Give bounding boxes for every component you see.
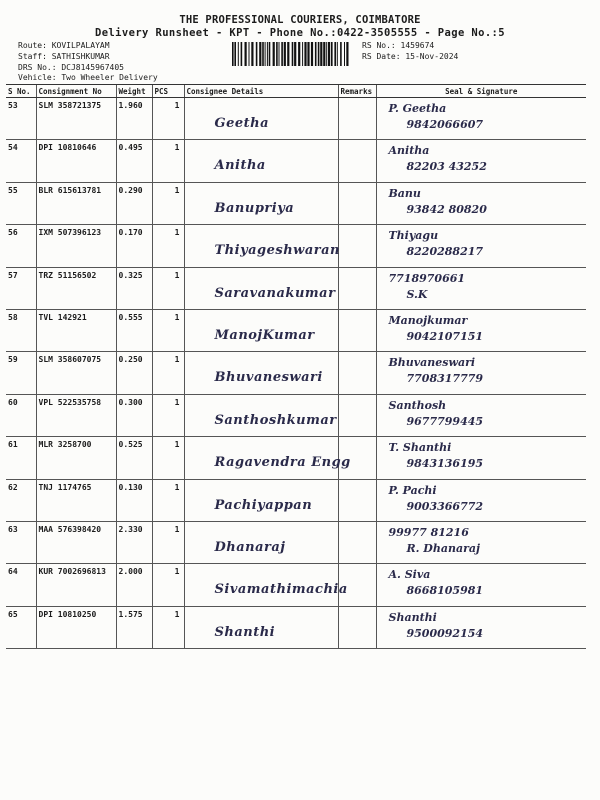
table-row [6,309,586,351]
consignment-number: SLM 358721375 [36,98,116,140]
barcode-bar [232,42,234,66]
barcode-bar [344,42,345,66]
pcs-value: 1 [152,479,184,521]
table-row [6,564,586,606]
barcode-bar [279,42,280,66]
barcode-bar [298,42,300,66]
consignee-cell [184,140,338,182]
signature-mark: Anitha [388,144,430,158]
consignee-handwritten-name: ManojKumar [214,327,315,343]
barcode-bar [292,42,294,66]
barcode-bar [256,42,258,66]
handwritten-phone: R. Dhanaraj [406,541,480,555]
signature-mark: Bhuvaneswari [388,356,476,370]
serial-number: 63 [6,521,36,563]
handwritten-phone: 7708317779 [406,372,484,386]
barcode-bar [320,42,322,66]
barcode-bar [328,42,330,66]
route-text: Route: KOVILPALAYAM [18,41,110,50]
pcs-value: 1 [152,521,184,563]
staff-text: Staff: SATHISHKUMAR [18,52,110,61]
barcode-bar [294,42,296,66]
table-row [6,437,586,479]
barcode-bar [340,42,342,66]
weight-value: 0.290 [116,182,152,224]
handwritten-phone: 82203 43252 [406,160,487,174]
barcode-bar [331,42,333,66]
remarks-cell [338,564,376,606]
consignee-cell [184,479,338,521]
consignment-number: DPI 10810646 [36,140,116,182]
serial-number: 64 [6,564,36,606]
barcode-bar [241,42,243,66]
barcode-bar [334,42,336,66]
handwritten-phone: S.K [406,287,428,301]
barcode-bar [323,42,325,66]
pcs-value: 1 [152,352,184,394]
table-header-row [6,85,586,98]
handwritten-phone: 9842066607 [406,118,484,131]
weight-value: 0.525 [116,437,152,479]
seal-signature-cell [376,267,586,309]
barcode-bar [262,42,264,66]
consignee-cell [184,309,338,351]
barcode-bar [273,42,275,66]
remarks-cell [338,437,376,479]
consignment-number: VPL 522535758 [36,394,116,436]
barcode-bar [284,42,286,66]
consignment-number: TRZ 51156502 [36,267,116,309]
seal-signature-cell [376,182,586,224]
rs-number: RS No.: 1459674 [362,41,435,50]
handwritten-phone: 8668105981 [406,584,484,598]
barcode-bar [315,42,317,66]
col-consignment-no: Consignment No [36,85,116,98]
consignee-handwritten-name: Saravanakumar [214,285,336,301]
weight-value: 1.960 [116,98,152,140]
signature-mark: 99977 81216 [388,525,469,539]
pcs-value: 1 [152,606,184,648]
consignee-cell [184,182,338,224]
remarks-cell [338,225,376,267]
consignee-handwritten-name: Geetha [214,116,270,131]
col-seal-signature: Seal & Signature [376,85,586,98]
serial-number: 56 [6,225,36,267]
serial-number: 62 [6,479,36,521]
barcode-bar [249,42,250,66]
col-pcs: PCS [152,85,184,98]
barcode-bar [259,42,261,66]
serial-number: 53 [6,98,36,140]
barcode-bar [302,42,303,66]
drs-text: DRS No.: DCJ8145967405 [18,63,124,72]
pcs-value: 1 [152,564,184,606]
serial-number: 60 [6,394,36,436]
weight-value: 0.170 [116,225,152,267]
remarks-cell [338,606,376,648]
pcs-value: 1 [152,225,184,267]
runsheet-title: THE PROFESSIONAL COURIERS, COIMBATORE [179,14,421,26]
serial-number: 57 [6,267,36,309]
col-remarks: Remarks [338,85,376,98]
barcode-bar [287,42,289,66]
remarks-cell [338,182,376,224]
pcs-value: 1 [152,437,184,479]
remarks-cell [338,267,376,309]
consignment-number: MLR 3258700 [36,437,116,479]
consignment-number: KUR 7002696813 [36,564,116,606]
rs-date: RS Date: 15-Nov-2024 [362,52,459,61]
remarks-cell [338,352,376,394]
seal-signature-cell [376,479,586,521]
consignee-handwritten-name: Bhuvaneswari [214,370,323,386]
consignee-cell [184,606,338,648]
weight-value: 0.325 [116,267,152,309]
pcs-value: 1 [152,140,184,182]
handwritten-phone: 9677799445 [406,414,484,428]
barcode-bar [307,42,309,66]
consignment-number: BLR 615613781 [36,182,116,224]
remarks-cell [338,479,376,521]
table-row [6,521,586,563]
consignee-cell [184,437,351,479]
runsheet-table [6,84,586,649]
signature-mark: A. Siva [388,568,431,582]
handwritten-phone: 9042107151 [406,329,484,343]
consignment-number: MAA 576398420 [36,521,116,563]
consignee-handwritten-name: Sivamathimachia [214,582,348,598]
serial-number: 55 [6,182,36,224]
barcode-bar [276,42,278,66]
barcode-bar [245,42,247,66]
consignee-cell [184,267,338,309]
weight-value: 0.130 [116,479,152,521]
barcode-bar [238,42,239,66]
table-row [6,479,586,521]
table-row [6,225,586,267]
serial-number: 65 [6,606,36,648]
consignee-cell [184,352,338,394]
seal-signature-cell [376,521,586,563]
remarks-cell [338,309,376,351]
seal-signature-cell [376,98,586,140]
table-row [6,98,586,140]
consignment-number: TNJ 1174765 [36,479,116,521]
handwritten-phone: 9843136195 [406,457,484,471]
table-row [6,606,586,648]
consignment-number: DPI 10810250 [36,606,116,648]
signature-mark: Shanthi [388,610,437,624]
table-row [6,394,586,436]
barcode-bar [265,42,266,66]
seal-signature-cell [376,606,586,648]
consignee-cell [184,521,338,563]
barcode-bar [346,42,348,66]
consignment-number: IXM 507396123 [36,225,116,267]
table-row [6,140,586,182]
signature-mark: T. Shanthi [388,441,452,455]
consignee-handwritten-name: Anitha [214,158,266,174]
barcode-bar [337,42,338,66]
seal-signature-cell [376,352,586,394]
weight-value: 0.495 [116,140,152,182]
barcode-bar [234,42,236,66]
handwritten-phone: 8220288217 [406,245,484,259]
seal-signature-cell [376,394,586,436]
weight-value: 0.250 [116,352,152,394]
pcs-value: 1 [152,309,184,351]
weight-value: 2.000 [116,564,152,606]
handwritten-phone: 9500092154 [406,626,484,640]
remarks-cell [338,98,376,140]
runsheet-subtitle: Delivery Runsheet - KPT - Phone No.:0422-3505555 - Page No.:5 [94,27,505,39]
pcs-value: 1 [152,182,184,224]
seal-signature-cell [376,225,586,267]
signature-mark: Santhosh [388,398,447,412]
barcode-bar [281,42,283,66]
table-row [6,182,586,224]
col-weight: Weight [116,85,152,98]
handwritten-phone: 93842 80820 [406,202,487,216]
barcode-bar [269,42,271,66]
weight-value: 0.300 [116,394,152,436]
serial-number: 59 [6,352,36,394]
pcs-value: 1 [152,267,184,309]
consignee-handwritten-name: Shanthi [214,624,276,640]
serial-number: 54 [6,140,36,182]
consignee-handwritten-name: Dhanaraj [214,539,286,555]
signature-mark: P. Geetha [388,102,447,115]
seal-signature-cell [376,437,586,479]
barcode-image [232,42,350,66]
remarks-cell [338,140,376,182]
seal-signature-cell [376,140,586,182]
consignee-cell [184,564,348,606]
barcode-bar [304,42,306,66]
signature-mark: Thiyagu [388,229,439,243]
remarks-cell [338,521,376,563]
seal-signature-cell [376,564,586,606]
col-sno: S No. [6,85,36,98]
barcode-bar [311,42,313,66]
signature-mark: Banu [388,186,421,200]
handwritten-phone: 9003366772 [406,499,484,513]
weight-value: 2.330 [116,521,152,563]
barcode-bar [251,42,253,66]
consignment-number: SLM 358607075 [36,352,116,394]
table-row [6,267,586,309]
weight-value: 1.575 [116,606,152,648]
consignee-handwritten-name: Banupriya [214,200,295,216]
serial-number: 61 [6,437,36,479]
barcode-bar [267,42,268,66]
vehicle-text: Vehicle: Two Wheeler Delivery [18,73,158,82]
pcs-value: 1 [152,98,184,140]
consignee-handwritten-name: Ragavendra Engg [214,455,351,471]
pcs-value: 1 [152,394,184,436]
consignee-cell [184,394,338,436]
barcode-bar [326,42,327,66]
consignee-handwritten-name: Santhoshkumar [214,412,337,428]
signature-mark: 7718970661 [388,271,466,285]
barcode-bar [318,42,320,66]
col-consignee-details: Consignee Details [184,85,338,98]
weight-value: 0.555 [116,309,152,351]
meta-left [18,40,124,73]
consignee-cell [184,225,341,267]
consignee-cell [184,98,338,140]
consignee-handwritten-name: Pachiyappan [214,497,313,513]
signature-mark: P. Pachi [388,483,437,497]
seal-signature-cell [376,309,586,351]
meta-right [362,40,458,62]
consignment-number: TVL 142921 [36,309,116,351]
signature-mark: Manojkumar [388,313,468,327]
remarks-cell [338,394,376,436]
table-row [6,352,586,394]
consignee-handwritten-name: Thiyageshwaran [214,243,341,259]
serial-number: 58 [6,309,36,351]
